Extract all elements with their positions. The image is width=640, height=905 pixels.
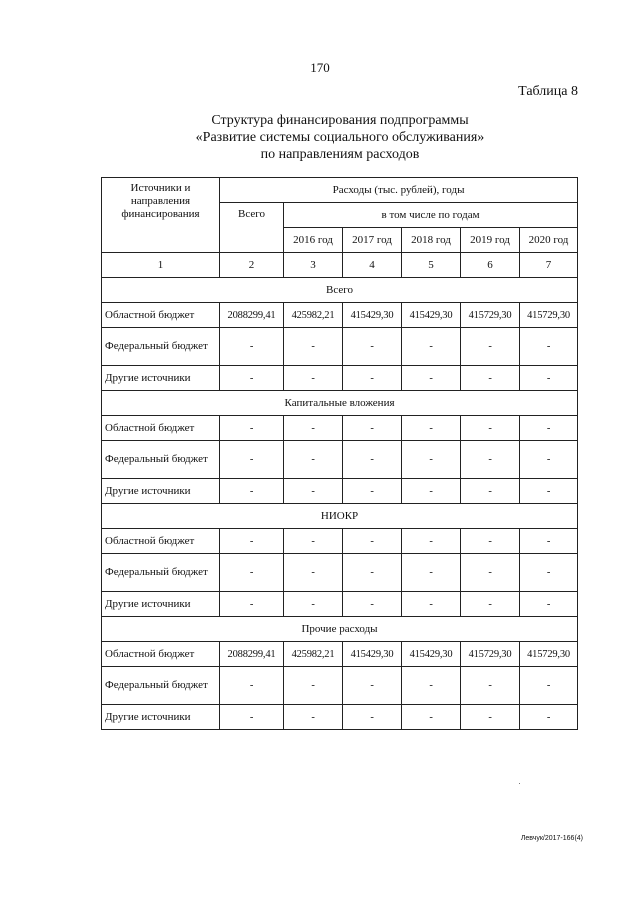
value-year: 415429,30 bbox=[343, 303, 402, 328]
value-year: - bbox=[402, 328, 461, 366]
page-number: 170 bbox=[310, 60, 330, 75]
section-title: Капитальные вложения bbox=[102, 391, 578, 416]
table-row bbox=[102, 705, 578, 730]
header-year: 2016 год bbox=[284, 228, 343, 253]
column-number: 1 bbox=[102, 253, 220, 278]
value-total: - bbox=[220, 328, 284, 366]
table-row bbox=[102, 667, 578, 705]
value-total: - bbox=[220, 479, 284, 504]
header-source: Источники и направления финансирования bbox=[102, 178, 220, 253]
funding-source: Другие источники bbox=[102, 479, 220, 504]
title-line: «Развитие системы социального обслуживания» bbox=[195, 130, 485, 145]
value-total: - bbox=[220, 529, 284, 554]
table-row bbox=[102, 529, 578, 554]
value-year: 425982,21 bbox=[284, 642, 343, 667]
table-row bbox=[102, 328, 578, 366]
table-row bbox=[102, 303, 578, 328]
header-expenses: Расходы (тыс. рублей), годы bbox=[220, 178, 578, 203]
section-title: НИОКР bbox=[102, 504, 578, 529]
value-year: - bbox=[402, 416, 461, 441]
value-total: 2088299,41 bbox=[220, 642, 284, 667]
value-year: - bbox=[343, 667, 402, 705]
value-year: - bbox=[402, 667, 461, 705]
value-year: - bbox=[343, 366, 402, 391]
financing-table bbox=[101, 177, 578, 730]
value-year: 415729,30 bbox=[461, 642, 520, 667]
table-title bbox=[0, 112, 640, 163]
value-year: - bbox=[402, 705, 461, 730]
value-year: - bbox=[461, 667, 520, 705]
value-year: - bbox=[520, 529, 578, 554]
column-number: 6 bbox=[461, 253, 520, 278]
column-number: 5 bbox=[402, 253, 461, 278]
scan-speck bbox=[519, 783, 520, 784]
value-year: - bbox=[343, 554, 402, 592]
value-year: - bbox=[284, 479, 343, 504]
value-year: - bbox=[284, 328, 343, 366]
funding-source: Областной бюджет bbox=[102, 303, 220, 328]
header-year: 2018 год bbox=[402, 228, 461, 253]
value-total: - bbox=[220, 705, 284, 730]
section-title: Всего bbox=[102, 278, 578, 303]
value-year: 425982,21 bbox=[284, 303, 343, 328]
value-year: - bbox=[402, 479, 461, 504]
value-year: - bbox=[402, 366, 461, 391]
value-year: - bbox=[284, 529, 343, 554]
value-year: - bbox=[343, 529, 402, 554]
value-year: - bbox=[402, 554, 461, 592]
funding-source: Областной бюджет bbox=[102, 642, 220, 667]
column-number: 7 bbox=[520, 253, 578, 278]
value-year: - bbox=[520, 667, 578, 705]
footer-code: Левчук/2017-166(4) bbox=[520, 835, 583, 842]
value-year: - bbox=[343, 328, 402, 366]
table-label: Таблица 8 bbox=[518, 84, 578, 99]
title-line: Структура финансирования подпрограммы bbox=[211, 113, 469, 128]
value-year: 415729,30 bbox=[520, 642, 578, 667]
funding-source: Федеральный бюджет bbox=[102, 328, 220, 366]
value-year: - bbox=[284, 366, 343, 391]
value-year: - bbox=[402, 592, 461, 617]
funding-source: Федеральный бюджет bbox=[102, 667, 220, 705]
funding-source: Федеральный бюджет bbox=[102, 554, 220, 592]
column-number: 3 bbox=[284, 253, 343, 278]
value-year: - bbox=[461, 529, 520, 554]
header-total: Всего bbox=[220, 203, 284, 253]
header-year: 2020 год bbox=[520, 228, 578, 253]
value-total: - bbox=[220, 554, 284, 592]
value-year: 415429,30 bbox=[402, 303, 461, 328]
table-row bbox=[102, 366, 578, 391]
value-year: - bbox=[402, 441, 461, 479]
value-year: - bbox=[461, 479, 520, 504]
header-year: 2019 год bbox=[461, 228, 520, 253]
value-total: - bbox=[220, 592, 284, 617]
value-total: 2088299,41 bbox=[220, 303, 284, 328]
value-year: - bbox=[461, 705, 520, 730]
value-year: - bbox=[284, 441, 343, 479]
value-year: 415729,30 bbox=[520, 303, 578, 328]
value-year: - bbox=[343, 479, 402, 504]
funding-source: Другие источники bbox=[102, 592, 220, 617]
value-total: - bbox=[220, 441, 284, 479]
header-by-years: в том числе по годам bbox=[284, 203, 578, 228]
value-year: - bbox=[284, 592, 343, 617]
header-year: 2017 год bbox=[343, 228, 402, 253]
section-title: Прочие расходы bbox=[102, 617, 578, 642]
value-year: - bbox=[284, 416, 343, 441]
value-year: - bbox=[520, 592, 578, 617]
value-year: - bbox=[520, 416, 578, 441]
column-number: 4 bbox=[343, 253, 402, 278]
value-total: - bbox=[220, 366, 284, 391]
value-year: - bbox=[461, 441, 520, 479]
funding-source: Областной бюджет bbox=[102, 529, 220, 554]
title-line: по направлениям расходов bbox=[260, 147, 420, 162]
value-year: - bbox=[284, 667, 343, 705]
value-year: - bbox=[343, 441, 402, 479]
value-year: - bbox=[461, 416, 520, 441]
value-year: - bbox=[520, 328, 578, 366]
value-year: 415729,30 bbox=[461, 303, 520, 328]
value-year: 415429,30 bbox=[343, 642, 402, 667]
value-year: - bbox=[284, 705, 343, 730]
funding-source: Другие источники bbox=[102, 705, 220, 730]
value-year: 415429,30 bbox=[402, 642, 461, 667]
value-year: - bbox=[343, 416, 402, 441]
value-year: - bbox=[520, 441, 578, 479]
table-row bbox=[102, 479, 578, 504]
value-year: - bbox=[343, 705, 402, 730]
value-year: - bbox=[520, 479, 578, 504]
value-year: - bbox=[402, 529, 461, 554]
funding-source: Другие источники bbox=[102, 366, 220, 391]
value-year: - bbox=[461, 592, 520, 617]
funding-source: Областной бюджет bbox=[102, 416, 220, 441]
funding-source: Федеральный бюджет bbox=[102, 441, 220, 479]
value-year: - bbox=[461, 328, 520, 366]
table-row bbox=[102, 592, 578, 617]
value-year: - bbox=[284, 554, 343, 592]
table-row bbox=[102, 642, 578, 667]
value-year: - bbox=[343, 592, 402, 617]
table-row bbox=[102, 554, 578, 592]
value-year: - bbox=[520, 705, 578, 730]
value-year: - bbox=[520, 554, 578, 592]
column-number: 2 bbox=[220, 253, 284, 278]
value-year: - bbox=[520, 366, 578, 391]
value-total: - bbox=[220, 667, 284, 705]
value-total: - bbox=[220, 416, 284, 441]
table-row bbox=[102, 416, 578, 441]
table-row bbox=[102, 441, 578, 479]
value-year: - bbox=[461, 554, 520, 592]
value-year: - bbox=[461, 366, 520, 391]
